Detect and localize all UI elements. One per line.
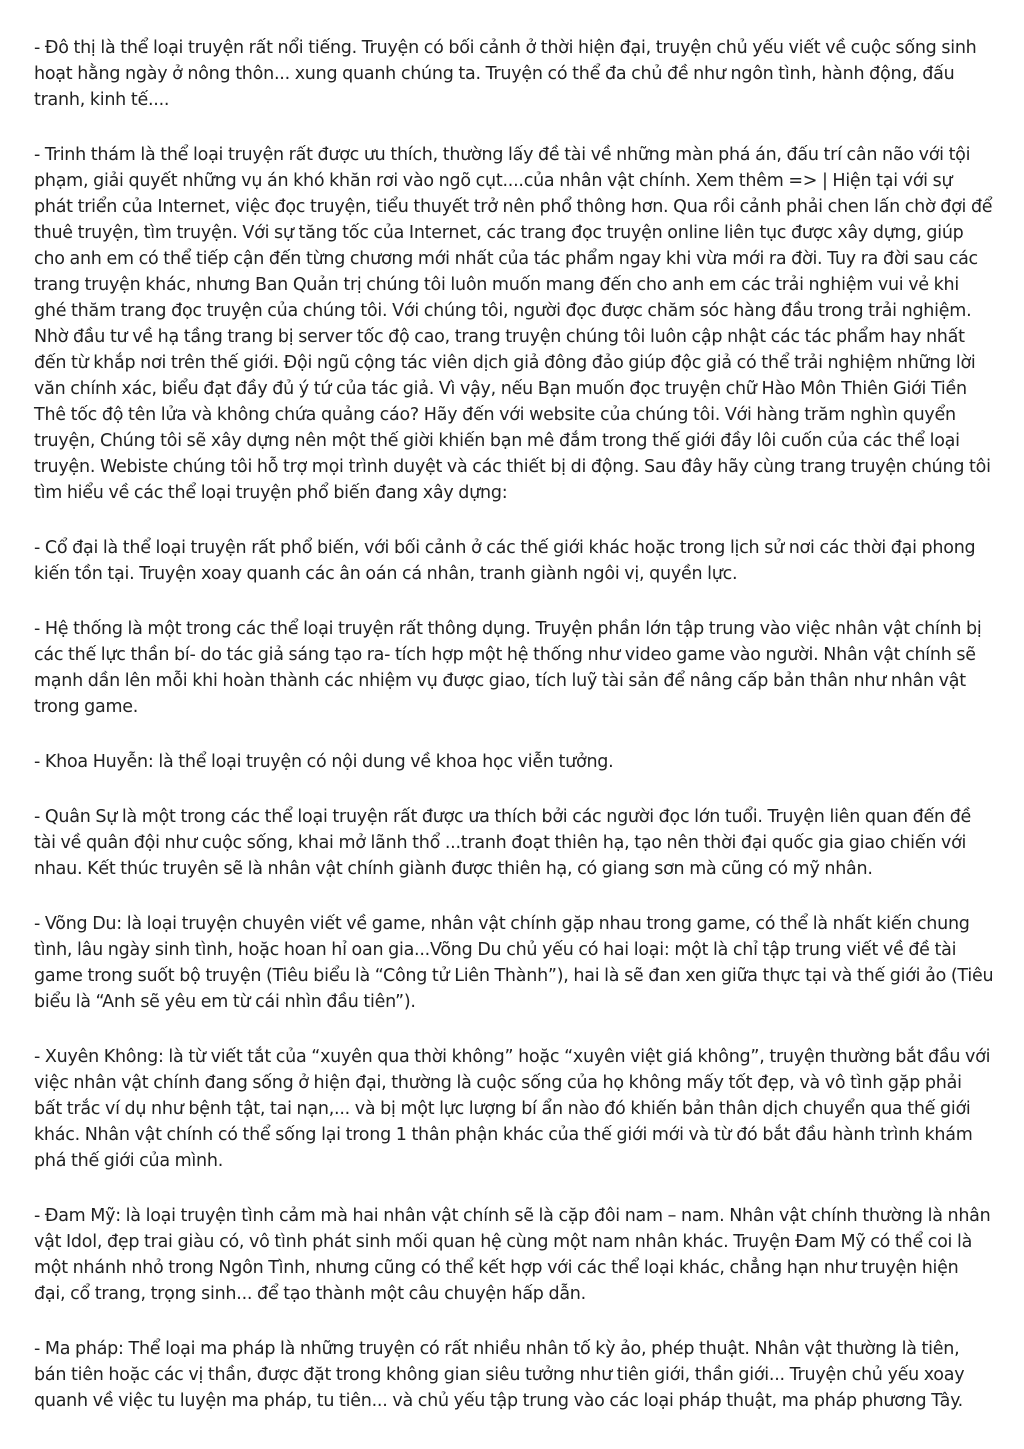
paragraph-trinh-tham: - Trinh thám là thể loại truyện rất được ưu thích, thường lấy đề tài về những màn phá án, đấu trí cân não với tội phạm, giải quyết những vụ án khó khăn rơi vào ngõ cụt....của nhân vật chính. Xem thêm => | Hiện tại với sự phát triển của Internet, việc đọc truyện, tiểu thuyết trở nên phổ thông hơn. Qua rồi cảnh phải chen lấn chờ đợi để thuê truyện, tìm truyện. Với sự tăng tốc của Internet, các trang đọc truyện online liên tục được xây dựng, giúp cho anh em có thể tiếp cận đến từng chương mới nhất của tác phẩm ngay khi vừa mới ra đời. Tuy ra đời sau các trang truyện khác, nhưng Ban Quản trị chúng tôi luôn muốn mang đến cho anh em các trải nghiệm vui vẻ khi ghé thăm trang đọc truyện của chúng tôi. Với chúng tôi, người đọc được chăm sóc hàng đầu trong trải nghiệm. Nhờ đầu tư về hạ tầng trang bị server tốc độ cao, trang truyện chúng tôi luôn cập nhật các tác phẩm hay nhất đến từ khắp nơi trên thế giới. Đội ngũ cộng tác viên dịch giả đông đảo giúp độc giả có thể trải nghiệm những lời văn chính xác, biểu đạt đầy đủ ý tứ của tác giả. Vì vậy, nếu Bạn muốn đọc truyện chữ Hào Môn Thiên Giới Tiền Thê tốc độ tên lửa và không chứa quảng cáo? Hãy đến với website của chúng tôi. Với hàng trăm nghìn quyển truyện, Chúng tôi sẽ xây dựng nên một thế giời khiến bạn mê đắm trong thế giới đầy lôi cuốn của các thể loại truyện. Webiste chúng tôi hỗ trợ mọi trình duyệt và các thiết bị di động. Sau đây hãy cùng trang truyện chúng tôi tìm hiểu về các thể loại truyện phổ biến đang xây dựng:: [34, 145, 993, 503]
document-body: [34, 35, 994, 1443]
paragraph-quan-su: - Quân Sự là một trong các thể loại truyện rất được ưa thích bởi các người đọc lớn tuổi. Truyện liên quan đến đề tài về quân đội như cuộc sống, khai mở lãnh thổ ...tranh đoạt thiên hạ, tạo nên thời đại quốc gia giao chiến với nhau. Kết thúc truyên sẽ là nhân vật chính giành được thiên hạ, có giang sơn mà cũng có mỹ nhân.: [34, 807, 972, 879]
paragraph-vong-du: - Võng Du: là loại truyện chuyên viết về game, nhân vật chính gặp nhau trong game, có thể là nhất kiến chung tình, lâu ngày sinh tình, hoặc hoan hỉ oan gia...Võng Du chủ yếu có hai loại: một là chỉ tập trung viết về đề tài game trong suốt bộ truyện (Tiêu biểu là “Công tử Liên Thành”), hai là sẽ đan xen giữa thực tại và thế giới ảo (Tiêu biểu là “Anh sẽ yêu em từ cái nhìn đầu tiên”).: [34, 914, 994, 1012]
paragraph-dam-my: - Đam Mỹ: là loại truyện tình cảm mà hai nhân vật chính sẽ là cặp đôi nam – nam. Nhân vật chính thường là nhân vật Idol, đẹp trai giàu có, vô tình phát sinh mối quan hệ cùng một nam nhân khác. Truyện Đam Mỹ có thể coi là một nhánh nhỏ trong Ngôn Tình, nhưng cũng có thể kết hợp với các thể loại khác, chẳng hạn như truyện hiện đại, cổ trang, trọng sinh... để tạo thành một câu chuyện hấp dẫn.: [34, 1206, 991, 1304]
paragraph-co-dai: - Cổ đại là thể loại truyện rất phổ biến, với bối cảnh ở các thế giới khác hoặc trong lịch sử nơi các thời đại phong kiến tồn tại. Truyện xoay quanh các ân oán cá nhân, tranh giành ngôi vị, quyền lực.: [34, 538, 976, 584]
paragraph-ma-phap: - Ma pháp: Thể loại ma pháp là những truyện có rất nhiều nhân tố kỳ ảo, phép thuật. Nhân vật thường là tiên, bán tiên hoặc các vị thần, được đặt trong không gian siêu tưởng như tiên giới, thần giới... Truyện chủ yếu xoay quanh về việc tu luyện ma pháp, tu tiên... và chủ yếu tập trung vào các loại pháp thuật, ma pháp phương Tây.: [34, 1339, 965, 1411]
paragraph-he-thong: - Hệ thống là một trong các thể loại truyện rất thông dụng. Truyện phần lớn tập trung vào việc nhân vật chính bị các thế lực thần bí- do tác giả sáng tạo ra- tích hợp một hệ thống như video game vào người. Nhân vật chính sẽ mạnh dần lên mỗi khi hoàn thành các nhiệm vụ được giao, tích luỹ tài sản để nâng cấp bản thân như nhân vật trong game.: [34, 619, 982, 717]
paragraph-khoa-huyen: - Khoa Huyễn: là thể loại truyện có nội dung về khoa học viễn tưởng.: [34, 752, 614, 772]
paragraph-xuyen-khong: - Xuyên Không: là từ viết tắt của “xuyên qua thời không” hoặc “xuyên việt giá không”, truyện thường bắt đầu với việc nhân vật chính đang sống ở hiện đại, thường là cuộc sống của họ không mấy tốt đẹp, và vô tình gặp phải bất trắc ví dụ như bệnh tật, tai nạn,... và bị một lực lượng bí ẩn nào đó khiến bản thân dịch chuyển qua thế giới khác. Nhân vật chính có thể sống lại trong 1 thân phận khác của thế giới mới và từ đó bắt đầu hành trình khám phá thế giới của mình.: [34, 1047, 991, 1171]
paragraph-do-thi: - Đô thị là thể loại truyện rất nổi tiếng. Truyện có bối cảnh ở thời hiện đại, truyện chủ yếu viết về cuộc sống sinh hoạt hằng ngày ở nông thôn... xung quanh chúng ta. Truyện có thể đa chủ đề như ngôn tình, hành động, đấu tranh, kinh tế....: [34, 38, 977, 110]
